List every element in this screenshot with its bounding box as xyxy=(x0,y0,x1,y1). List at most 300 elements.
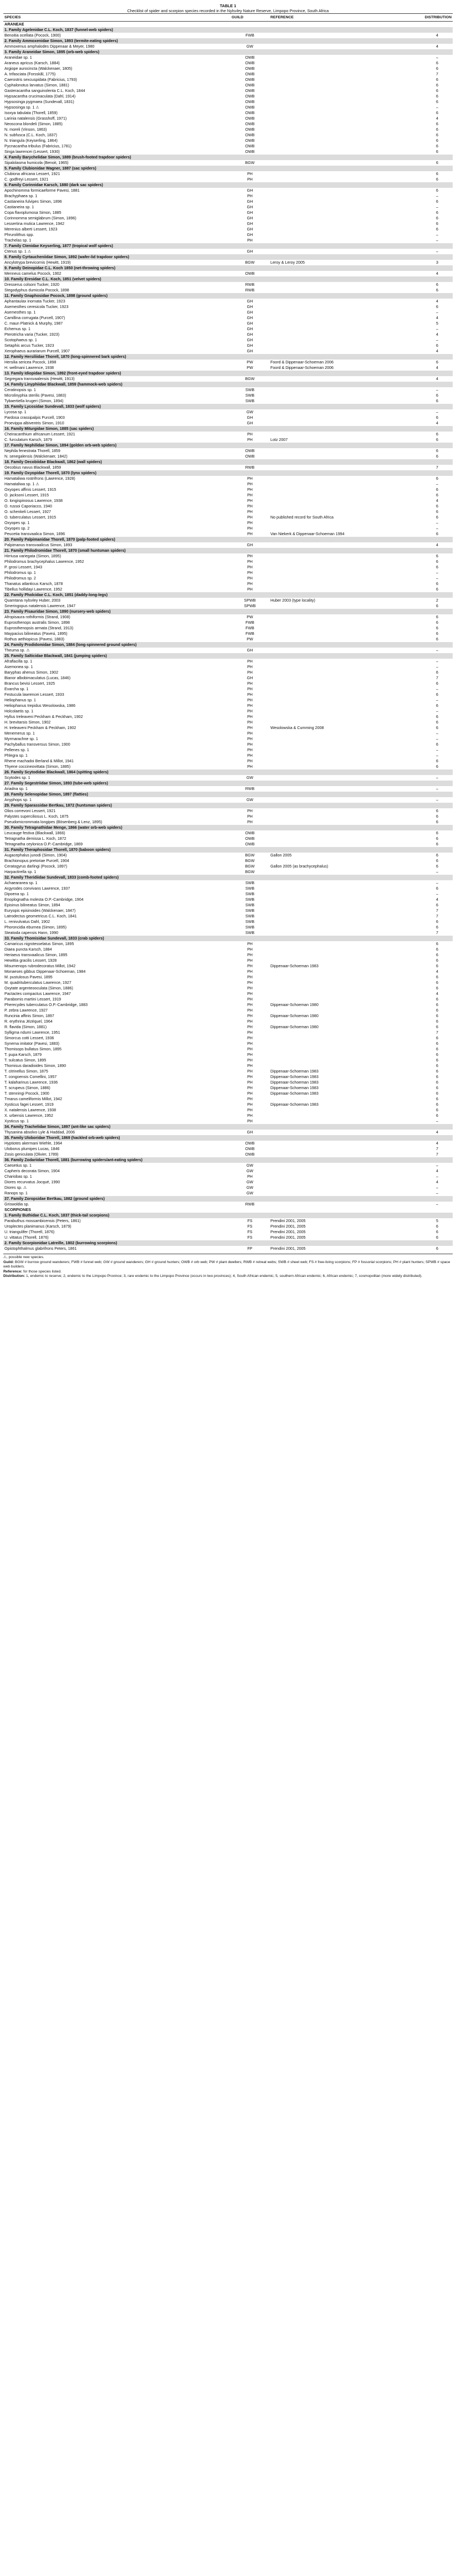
note-reference-text: for those species listed. xyxy=(23,1269,62,1274)
distribution-cell: – xyxy=(436,526,438,531)
reference-cell xyxy=(269,1046,388,1052)
species-row xyxy=(3,88,453,94)
distribution-cell: 5 xyxy=(436,1219,438,1223)
distribution-cell: 7 xyxy=(436,676,438,680)
distribution-cell: 4 xyxy=(436,1180,438,1184)
reference-cell xyxy=(269,210,388,215)
guild-cell: FWB xyxy=(245,626,254,630)
species-name: T. congoensis Comellini, 1957 xyxy=(4,1075,57,1079)
distribution-cell: 6 xyxy=(436,820,438,824)
species-name: Hyptiotes akermani Wiehle, 1964 xyxy=(4,1141,63,1146)
distribution-cell: 6 xyxy=(436,1058,438,1063)
guild-cell: SWB xyxy=(245,892,255,896)
guild-cell: OWB xyxy=(245,138,255,143)
species-name: Diores sp. ⚠ xyxy=(4,1186,27,1190)
reference-cell xyxy=(269,1185,388,1190)
species-row xyxy=(3,1218,453,1224)
distribution-cell: 4 xyxy=(436,271,438,276)
column-header-guild: GUILD xyxy=(230,14,269,22)
guild-cell: PH xyxy=(247,172,253,176)
guild-cell: BGW xyxy=(245,853,255,858)
species-name: Xerophaeus aurariarum Purcell, 1907 xyxy=(4,349,70,353)
species-name: Hamataliwa sp. 1 ⚠ xyxy=(4,482,39,486)
distribution-cell: 6 xyxy=(436,150,438,154)
guild-cell: GH xyxy=(247,299,253,304)
reference-cell xyxy=(269,33,388,38)
distribution-cell: – xyxy=(436,1163,438,1168)
guild-cell: OWB xyxy=(245,150,255,154)
guild-cell: BGW xyxy=(245,864,255,869)
family-header-row xyxy=(3,27,453,33)
reference-cell xyxy=(269,786,388,792)
species-row xyxy=(3,1235,453,1240)
species-name: N. triangula (Keyserling, 1864) xyxy=(4,138,58,143)
reference-cell xyxy=(269,1107,388,1113)
species-name: Heriaeus transvaalicus Simon, 1895 xyxy=(4,953,68,957)
species-row xyxy=(3,947,453,952)
distribution-cell: 6 xyxy=(436,216,438,220)
guild-cell: SPWB xyxy=(244,604,256,608)
species-row xyxy=(3,127,453,132)
guild-cell: PH xyxy=(247,665,253,669)
species-name: Larinia natalensis (Grasshoff, 1971) xyxy=(4,116,67,121)
distribution-cell: 6 xyxy=(436,886,438,891)
species-row xyxy=(3,941,453,947)
guild-cell: GH xyxy=(247,332,253,337)
family-name: 19. Family Oxyopidae Thorell, 1870 (lynx spiders) xyxy=(3,470,453,476)
species-row xyxy=(3,631,453,637)
distribution-cell: 4 xyxy=(436,366,438,370)
distribution-cell: 6 xyxy=(436,510,438,514)
distribution-cell: 6 xyxy=(436,211,438,215)
species-row xyxy=(3,620,453,625)
species-name: Singa lawrencei (Lessert, 1930) xyxy=(4,150,60,154)
guild-cell: PH xyxy=(247,1019,253,1024)
species-row xyxy=(3,326,453,332)
family-name: 5. Family Clubionidae Wagner, 1887 (sac spiders) xyxy=(3,166,453,171)
guild-cell: SWB xyxy=(245,393,255,398)
species-name: Microlinyphia sterilis (Pavesi, 1883) xyxy=(4,393,66,398)
distribution-cell: 4 xyxy=(436,316,438,320)
species-row xyxy=(3,44,453,49)
species-name: O. jacksoni Lessert, 1915 xyxy=(4,493,49,497)
species-row xyxy=(3,786,453,792)
species-row xyxy=(3,1058,453,1063)
species-row xyxy=(3,271,453,276)
family-name: 1. Family Agelenidae C.L. Koch, 1837 (funnel-web spiders) xyxy=(3,27,453,33)
reference-cell xyxy=(269,1174,388,1179)
guild-cell: PH xyxy=(247,1014,253,1018)
species-row xyxy=(3,55,453,60)
reference-cell xyxy=(269,1008,388,1013)
species-name: Benoitia ocellata (Pocock, 1900) xyxy=(4,33,61,38)
reference-cell xyxy=(269,686,388,692)
guild-cell: SPWB xyxy=(244,598,256,603)
distribution-cell: 6 xyxy=(436,670,438,675)
species-name: P. zebra Lawrence, 1927 xyxy=(4,1008,48,1013)
family-name: 4. Family Barychelidae Simon, 1889 (brush-footed trapdoor spiders) xyxy=(3,155,453,160)
guild-cell: PH xyxy=(247,814,253,819)
distribution-cell: – xyxy=(436,648,438,653)
distribution-cell: – xyxy=(436,787,438,791)
species-row xyxy=(3,958,453,963)
reference-cell xyxy=(269,947,388,952)
species-name: Afropisaura rothiformis (Strand, 1908) xyxy=(4,615,70,619)
guild-cell: PH xyxy=(247,992,253,996)
reference-cell xyxy=(269,941,388,947)
family-header-row xyxy=(3,1157,453,1163)
guild-cell: OWB xyxy=(245,144,255,148)
reference-cell xyxy=(269,974,388,980)
species-name: Quamtana nylsvley Huber, 2003 xyxy=(4,598,60,603)
species-row xyxy=(3,526,453,531)
species-name: Uroplectes planimanus (Karsch, 1879) xyxy=(4,1224,71,1229)
distribution-cell: – xyxy=(436,338,438,342)
species-row xyxy=(3,448,453,454)
species-name: Hypsosinga pygmaea (Sundevall, 1831) xyxy=(4,100,74,104)
distribution-cell: 6 xyxy=(436,986,438,991)
species-name: R. flavida (Simon, 1881) xyxy=(4,1025,47,1029)
species-name: H. wellmani Lawrence, 1938 xyxy=(4,366,54,370)
reference-cell xyxy=(269,930,388,936)
species-name: Setaphis arcus Tucker, 1923 xyxy=(4,343,54,348)
reference-cell xyxy=(269,387,388,393)
species-name: H. treleaveni Peckham & Peckham, 1902 xyxy=(4,726,76,730)
distribution-cell: 6 xyxy=(436,565,438,569)
species-name: Proevippa albiventris Simon, 1910 xyxy=(4,421,64,425)
guild-cell: GH xyxy=(247,233,253,237)
reference-cell xyxy=(269,681,388,686)
species-name: Bianor albobimaculatus (Lucas, 1846) xyxy=(4,676,71,680)
distribution-cell: 6 xyxy=(436,144,438,148)
species-name: Heliophanus sp. 1 xyxy=(4,698,36,702)
family-name: 12. Family Hersiliidae Thorell, 1870 (long-spinnered bark spiders) xyxy=(3,354,453,360)
species-name: Chariobas sp. 1 xyxy=(4,1174,32,1179)
species-name: Corinnomma semiglabrum (Simon, 1896) xyxy=(4,216,76,220)
distribution-cell: 6 xyxy=(436,814,438,819)
distribution-cell: 6 xyxy=(436,764,438,769)
guild-cell: GW xyxy=(246,1186,254,1190)
distribution-cell: 6 xyxy=(436,1036,438,1040)
guild-cell: OWB xyxy=(245,837,255,841)
reference-cell xyxy=(269,343,388,348)
reference-cell xyxy=(269,753,388,758)
species-row xyxy=(3,581,453,587)
species-name: Pycnacantha tribulus (Fabricius, 1781) xyxy=(4,144,72,148)
guild-cell: PH xyxy=(247,438,253,442)
guild-cell: OWB xyxy=(245,454,255,459)
family-name: 21. Family Philodromidae Thorell, 1870 (small huntsman spiders) xyxy=(3,548,453,553)
distribution-cell: 7 xyxy=(436,1030,438,1035)
reference-cell: Dippenaar-Schoeman 1983 xyxy=(270,1102,319,1107)
guild-cell: BGW xyxy=(245,859,255,863)
species-name: Evarcha sp. 1 xyxy=(4,687,29,691)
guild-cell: SWB xyxy=(245,881,255,885)
distribution-cell: 6 xyxy=(436,1230,438,1234)
family-header-row xyxy=(3,276,453,282)
species-name: Capheris decorata Simon, 1904 xyxy=(4,1169,60,1173)
species-name: C. furculatum Karsch, 1879 xyxy=(4,438,52,442)
reference-cell xyxy=(269,958,388,963)
species-row xyxy=(3,121,453,127)
species-name: Latrodectus geometricus C.L. Koch, 1841 xyxy=(4,914,77,918)
guild-cell: GH xyxy=(247,321,253,326)
distribution-cell: 6 xyxy=(436,399,438,403)
distribution-cell: 6 xyxy=(436,78,438,82)
reference-cell xyxy=(269,731,388,736)
distribution-cell: 6 xyxy=(436,1086,438,1090)
distribution-cell: 6 xyxy=(436,1041,438,1046)
reference-cell xyxy=(269,94,388,99)
distribution-cell: 6 xyxy=(436,925,438,930)
reference-cell xyxy=(269,310,388,315)
reference-cell xyxy=(269,891,388,897)
reference-cell: Prendini 2001, 2005 xyxy=(270,1230,306,1234)
reference-cell xyxy=(269,271,388,276)
guild-cell: PH xyxy=(247,964,253,968)
species-name: Enoplognatha molesta O.P.-Cambridge, 1904 xyxy=(4,897,84,902)
guild-cell: PH xyxy=(247,1030,253,1035)
species-row xyxy=(3,94,453,99)
reference-cell xyxy=(269,498,388,504)
species-checklist-table xyxy=(3,13,453,1251)
species-row xyxy=(3,1141,453,1146)
reference-cell xyxy=(269,841,388,847)
species-name: Apochinomma formicaeforme Pavesi, 1881 xyxy=(4,188,80,193)
guild-cell: PW xyxy=(247,637,253,642)
species-row xyxy=(3,337,453,343)
species-name: Caerostris sexcuspidata (Fabricius, 1793) xyxy=(4,78,77,82)
guild-cell: GH xyxy=(247,188,253,193)
species-row xyxy=(3,1246,453,1251)
species-name: Lycosa sp. 1 xyxy=(4,410,27,414)
family-name: 16. Family Miturgidae Simon, 1885 (sac spiders) xyxy=(3,426,453,432)
distribution-cell: 6 xyxy=(436,89,438,93)
species-name: Afraflacilla sp. 1 xyxy=(4,659,33,664)
species-row xyxy=(3,454,453,459)
species-row xyxy=(3,808,453,814)
species-row xyxy=(3,232,453,238)
reference-cell xyxy=(269,71,388,77)
reference-cell: Prendini 2001, 2005 xyxy=(270,1235,306,1240)
species-name: Uloborus plumipes Lucas, 1846 xyxy=(4,1147,60,1151)
species-name: Ancylotrypa brevicornis (Hewitt, 1919) xyxy=(4,260,71,265)
family-name: 15. Family Lycosidae Sundevall, 1833 (wolf spiders) xyxy=(3,404,453,409)
guild-cell: PH xyxy=(247,1075,253,1079)
species-name: T. scrupeus (Simon, 1886) xyxy=(4,1086,50,1090)
species-row xyxy=(3,819,453,825)
guild-cell: SWB xyxy=(245,920,255,924)
species-name: Hypsacantha crucimaculata (Dahl, 1914) xyxy=(4,94,76,99)
reference-cell xyxy=(269,55,388,60)
reference-cell xyxy=(269,1113,388,1118)
distribution-cell: 6 xyxy=(436,953,438,957)
note-distribution-text: 1, endemic to reserve; 2, endemic to the Limpopo Province; 3, rare endemic to the Limpopo Province (occurs in two provinces); 4, South African endemic; 5, southern African endemic; 6, African endemic; 7, cosmopolitan (more widely distributed). xyxy=(26,1274,423,1278)
species-name: Thomisus daradioides Simon, 1890 xyxy=(4,1064,66,1068)
species-row xyxy=(3,1146,453,1152)
guild-cell: OWB xyxy=(245,449,255,453)
species-name: U. triangulifer (Thorell, 1876) xyxy=(4,1230,55,1234)
distribution-cell: 4 xyxy=(436,543,438,547)
species-row xyxy=(3,664,453,670)
reference-cell xyxy=(269,326,388,332)
species-row xyxy=(3,830,453,836)
guild-cell: PH xyxy=(247,532,253,536)
species-name: Pherecydes tuberculatus O.P.-Cambridge, 1883 xyxy=(4,1003,88,1007)
reference-cell xyxy=(269,797,388,803)
reference-cell xyxy=(269,581,388,587)
distribution-cell: 6 xyxy=(436,1053,438,1057)
species-row xyxy=(3,310,453,315)
reference-cell xyxy=(269,315,388,321)
distribution-cell: – xyxy=(436,753,438,758)
table-title: Checklist of spider and scorpion species recorded in the Nylsvley Nature Reserve, Limpopo Province, South Africa xyxy=(127,8,329,13)
species-row xyxy=(3,77,453,83)
species-row xyxy=(3,348,453,354)
reference-cell xyxy=(269,714,388,720)
guild-cell: PH xyxy=(247,1036,253,1040)
reference-cell: Leroy & Leroy 2005 xyxy=(270,260,305,265)
species-name: Cheiracanthium africanum Lessert, 1921 xyxy=(4,432,75,437)
family-name: 11. Family Gnaphosidae Pocock, 1898 (ground spiders) xyxy=(3,293,453,299)
reference-cell: Foord & Dippenaar-Schoeman 2006 xyxy=(270,366,334,370)
family-header-row xyxy=(3,166,453,171)
family-name: 28. Family Selenopidae Simon, 1897 (flatties) xyxy=(3,792,453,797)
species-name: Augacephalus junodi (Simon, 1904) xyxy=(4,853,67,858)
distribution-cell: 6 xyxy=(436,681,438,686)
reference-cell: Dippenaar-Schoeman 1980 xyxy=(270,1014,319,1018)
species-name: Copa flavoplumosa Simon, 1885 xyxy=(4,211,62,215)
species-row xyxy=(3,1102,453,1107)
distribution-cell: 6 xyxy=(436,127,438,132)
guild-cell: GH xyxy=(247,316,253,320)
guild-cell: OWB xyxy=(245,89,255,93)
distribution-cell: 6 xyxy=(436,161,438,165)
order-name: SCORPIONES xyxy=(4,1207,31,1212)
family-header-row xyxy=(3,155,453,160)
distribution-cell: 4 xyxy=(436,969,438,974)
guild-cell: OWB xyxy=(245,72,255,76)
distribution-cell: 6 xyxy=(436,449,438,453)
reference-cell xyxy=(269,747,388,753)
species-name: Araneus apricus (Karsch, 1884) xyxy=(4,61,60,65)
guild-cell: PH xyxy=(247,1025,253,1029)
species-name: Xysticus sp. 1 xyxy=(4,1119,29,1123)
guild-cell: RWB xyxy=(245,1202,255,1207)
species-name: R. erythrina Jézéquel, 1964 xyxy=(4,1019,53,1024)
guild-cell: OWB xyxy=(245,1152,255,1157)
species-name: Thysanina absolvo Lyle & Haddad, 2006 xyxy=(4,1130,75,1135)
species-row xyxy=(3,1174,453,1179)
species-name: Hewittia gracilis Lessert, 1928 xyxy=(4,958,57,963)
guild-cell: GH xyxy=(247,305,253,309)
reference-cell xyxy=(269,742,388,747)
reference-cell xyxy=(269,204,388,210)
distribution-cell: 6 xyxy=(436,1047,438,1051)
guild-cell: FS xyxy=(247,1230,253,1234)
family-header-row xyxy=(3,781,453,786)
distribution-cell: 6 xyxy=(436,720,438,725)
species-name: Smeringopus natalensis Lawrence, 1947 xyxy=(4,604,76,608)
species-row xyxy=(3,260,453,265)
table-number: TABLE 1 xyxy=(219,3,237,8)
species-row xyxy=(3,1074,453,1080)
table-header-row xyxy=(3,14,453,22)
species-row xyxy=(3,1091,453,1096)
species-row xyxy=(3,1069,453,1074)
distribution-cell: 6 xyxy=(436,704,438,708)
guild-cell: PW xyxy=(247,366,253,370)
species-name: T. pupa Karsch, 1879 xyxy=(4,1053,42,1057)
guild-cell: GW xyxy=(246,410,254,414)
guild-cell: PH xyxy=(247,1174,253,1179)
species-name: Brachionopus pretoriae Purcell, 1904 xyxy=(4,859,69,863)
reference-cell: Dippenaar-Schoeman 1983 xyxy=(270,1086,319,1090)
species-row xyxy=(3,476,453,481)
species-row xyxy=(3,132,453,138)
distribution-cell: 6 xyxy=(436,493,438,497)
guild-cell: GW xyxy=(246,1169,254,1173)
species-row xyxy=(3,66,453,71)
species-name: Stegodyphus dumicola Pocock, 1898 xyxy=(4,288,69,293)
guild-cell: PH xyxy=(247,687,253,691)
distribution-cell: 6 xyxy=(436,560,438,564)
species-row xyxy=(3,986,453,991)
distribution-cell: – xyxy=(436,205,438,209)
reference-cell xyxy=(269,448,388,454)
species-row xyxy=(3,614,453,620)
note-distribution xyxy=(3,1274,453,1279)
species-name: O. longispinosus Lawrence, 1938 xyxy=(4,499,63,503)
guild-cell: PW xyxy=(247,360,253,365)
species-row xyxy=(3,149,453,155)
order-header-row xyxy=(3,1207,453,1213)
species-row xyxy=(3,869,453,875)
distribution-cell: 6 xyxy=(436,692,438,697)
reference-cell xyxy=(269,919,388,925)
family-name: 6. Family Corinnidae Karsch, 1880 (dark sac spiders) xyxy=(3,182,453,188)
reference-cell: Dippenaar-Schoeman 1983 xyxy=(270,1075,319,1079)
reference-cell xyxy=(269,764,388,769)
species-row xyxy=(3,686,453,692)
species-row xyxy=(3,758,453,764)
reference-cell xyxy=(269,542,388,548)
distribution-cell: – xyxy=(436,327,438,331)
species-row xyxy=(3,193,453,199)
distribution-cell: 6 xyxy=(436,1097,438,1101)
distribution-cell: 4 xyxy=(436,421,438,425)
distribution-cell: – xyxy=(436,665,438,669)
distribution-cell: 6 xyxy=(436,94,438,99)
reference-cell xyxy=(269,504,388,509)
reference-cell xyxy=(269,348,388,354)
species-row xyxy=(3,110,453,116)
species-row xyxy=(3,71,453,77)
note-reference xyxy=(3,1270,453,1275)
guild-cell: PH xyxy=(247,1119,253,1123)
distribution-cell: 4 xyxy=(436,992,438,996)
guild-cell: PH xyxy=(247,1058,253,1063)
species-name: Castianeira fulvipes Simon, 1896 xyxy=(4,199,62,204)
guild-cell: PH xyxy=(247,1041,253,1046)
species-name: Peucetia transvaalica Simon, 1896 xyxy=(4,532,65,536)
family-header-row xyxy=(3,548,453,553)
family-header-row xyxy=(3,936,453,941)
guild-cell: FWB xyxy=(245,632,254,636)
distribution-cell: 6 xyxy=(436,1113,438,1118)
family-header-row xyxy=(3,1135,453,1141)
distribution-cell: 6 xyxy=(436,393,438,398)
